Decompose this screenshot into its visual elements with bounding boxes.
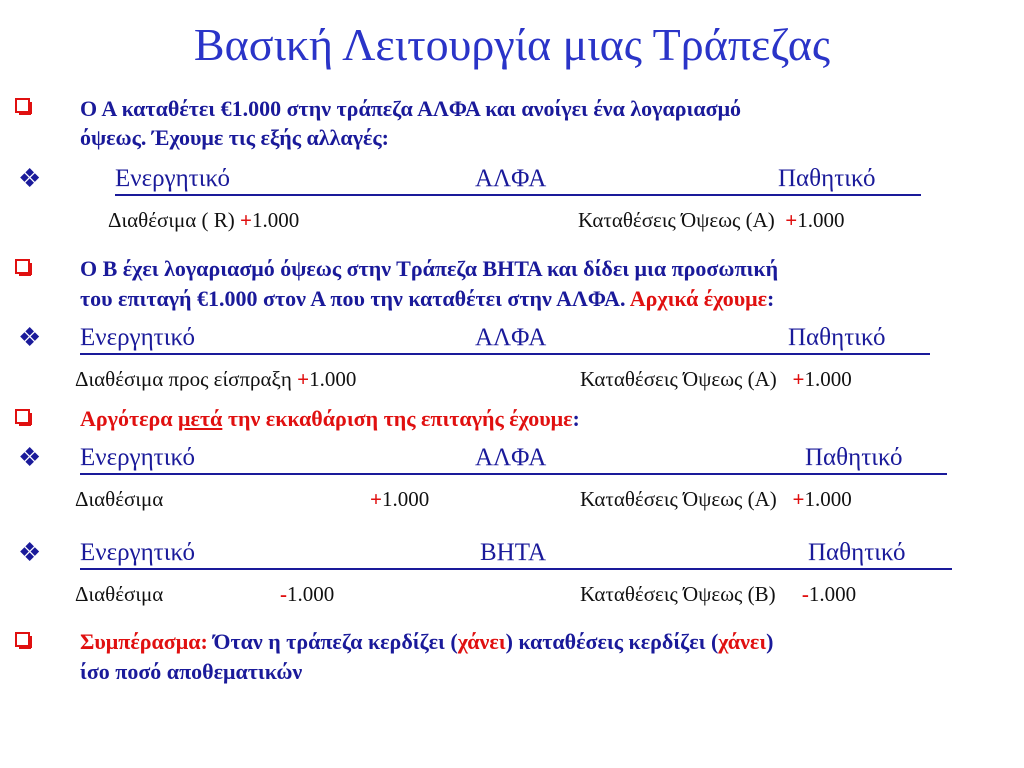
t2-underline	[80, 353, 930, 355]
bullet2-colon: :	[767, 286, 775, 311]
t3-left-label: Διαθέσιμα	[75, 487, 164, 511]
t3-left-sign: +	[370, 487, 382, 511]
t1-left-sign: +	[240, 208, 252, 232]
t4-left-amount	[280, 582, 334, 607]
page-title: Βασική Λειτουργία μιας Τράπεζας	[193, 19, 831, 70]
t2-assets-header: Ενεργητικό	[80, 324, 195, 351]
t4-assets-header: Ενεργητικό	[80, 539, 195, 566]
t2-liabilities-header: Παθητικό	[788, 324, 886, 351]
t3-right-value: 1.000	[804, 487, 852, 511]
bullet3-text-a: Αργότερα	[80, 406, 179, 431]
t3-left-value: 1.000	[381, 487, 430, 511]
t2-right-sign: +	[792, 367, 805, 391]
t1-liabilities-header: Παθητικό	[778, 165, 876, 192]
diamond-bullet-icon: ❖	[18, 164, 42, 193]
bullet2-line1: Ο Β έχει λογαριασμό όψεως στην Τράπεζα ΒΗΤΑ και δίδει μια προσωπική	[80, 256, 779, 281]
diamond-bullet-icon: ❖	[18, 323, 42, 352]
t3-underline	[80, 473, 947, 475]
t1-underline	[115, 194, 921, 196]
t3-left-amount	[370, 487, 429, 512]
bullet3-underlined: μετά	[178, 406, 223, 431]
bullet2-line2	[80, 286, 774, 312]
t2-left-label: Διαθέσιμα προς είσπραξη	[75, 367, 298, 391]
conclusion-line2: ίσο ποσό αποθεματικών	[80, 659, 303, 684]
conclusion-text-a: Όταν η τράπεζα κερδίζει (	[207, 629, 458, 654]
bullet3-line	[80, 406, 580, 432]
t4-bank-header: ΒΗΤΑ	[480, 539, 547, 566]
t1-left-entry	[108, 208, 299, 233]
bullet1-line1: Ο Α καταθέτει €1.000 στην τράπεζα ΑΛΦΑ και ανοίγει ένα λογαριασμό	[80, 96, 742, 121]
conclusion-text-b: ) καταθέσεις κερδίζει (	[505, 629, 719, 654]
square-bullet-icon	[14, 408, 32, 426]
t2-bank-header: ΑΛΦΑ	[475, 324, 547, 351]
conclusion-label: Συμπέρασμα:	[80, 629, 208, 654]
diamond-bullet-icon: ❖	[18, 538, 42, 567]
t4-right-value: 1.000	[808, 582, 857, 606]
conclusion-line1	[80, 629, 773, 655]
bullet2-text: του επιταγή €1.000 στον Α που την καταθέτει στην ΑΛΦΑ.	[80, 286, 630, 311]
t1-left-value: 1.000	[251, 208, 300, 232]
t3-assets-header: Ενεργητικό	[80, 444, 195, 471]
t4-right-entry	[580, 582, 856, 607]
bullet2-red-text: Αρχικά έχουμε	[629, 286, 767, 311]
bullet3-colon: :	[572, 406, 580, 431]
square-bullet-icon	[14, 258, 32, 276]
t3-right-entry	[580, 487, 852, 512]
bullet3-text-b: την εκκαθάριση της επιταγής έχουμε	[222, 406, 573, 431]
conclusion-text-c: )	[766, 629, 774, 654]
square-bullet-icon	[14, 631, 32, 649]
t4-left-value: 1.000	[287, 582, 335, 606]
conclusion-red2: χάνει	[718, 629, 767, 654]
t2-left-value: 1.000	[309, 367, 357, 391]
t3-bank-header: ΑΛΦΑ	[475, 444, 547, 471]
t1-left-label: Διαθέσιμα ( R)	[108, 208, 241, 232]
t3-right-sign: +	[792, 487, 805, 511]
t2-right-label: Καταθέσεις Όψεως (Α)	[580, 367, 793, 391]
t1-assets-header: Ενεργητικό	[115, 165, 230, 192]
t2-left-entry	[75, 367, 356, 392]
t2-right-entry	[580, 367, 852, 392]
t1-right-value: 1.000	[797, 208, 845, 232]
t4-right-label: Καταθέσεις Όψεως (Β)	[580, 582, 802, 606]
t4-left-label: Διαθέσιμα	[75, 582, 164, 606]
t3-liabilities-header: Παθητικό	[805, 444, 903, 471]
t3-right-label: Καταθέσεις Όψεως (Α)	[580, 487, 793, 511]
bullet1-line2: όψεως. Έχουμε τις εξής αλλαγές:	[80, 125, 389, 150]
t1-right-label: Καταθέσεις Όψεως (Α)	[578, 208, 786, 232]
t1-right-sign: +	[785, 208, 798, 232]
t1-bank-header: ΑΛΦΑ	[475, 165, 547, 192]
conclusion-red1: χάνει	[457, 629, 506, 654]
t4-left-sign: -	[280, 582, 287, 606]
t4-underline	[80, 568, 952, 570]
t2-left-sign: +	[297, 367, 310, 391]
t4-right-sign: -	[801, 582, 809, 606]
t2-right-value: 1.000	[804, 367, 852, 391]
diamond-bullet-icon: ❖	[18, 443, 42, 472]
square-bullet-icon	[14, 97, 32, 115]
t1-right-entry	[578, 208, 844, 233]
t4-liabilities-header: Παθητικό	[808, 539, 906, 566]
